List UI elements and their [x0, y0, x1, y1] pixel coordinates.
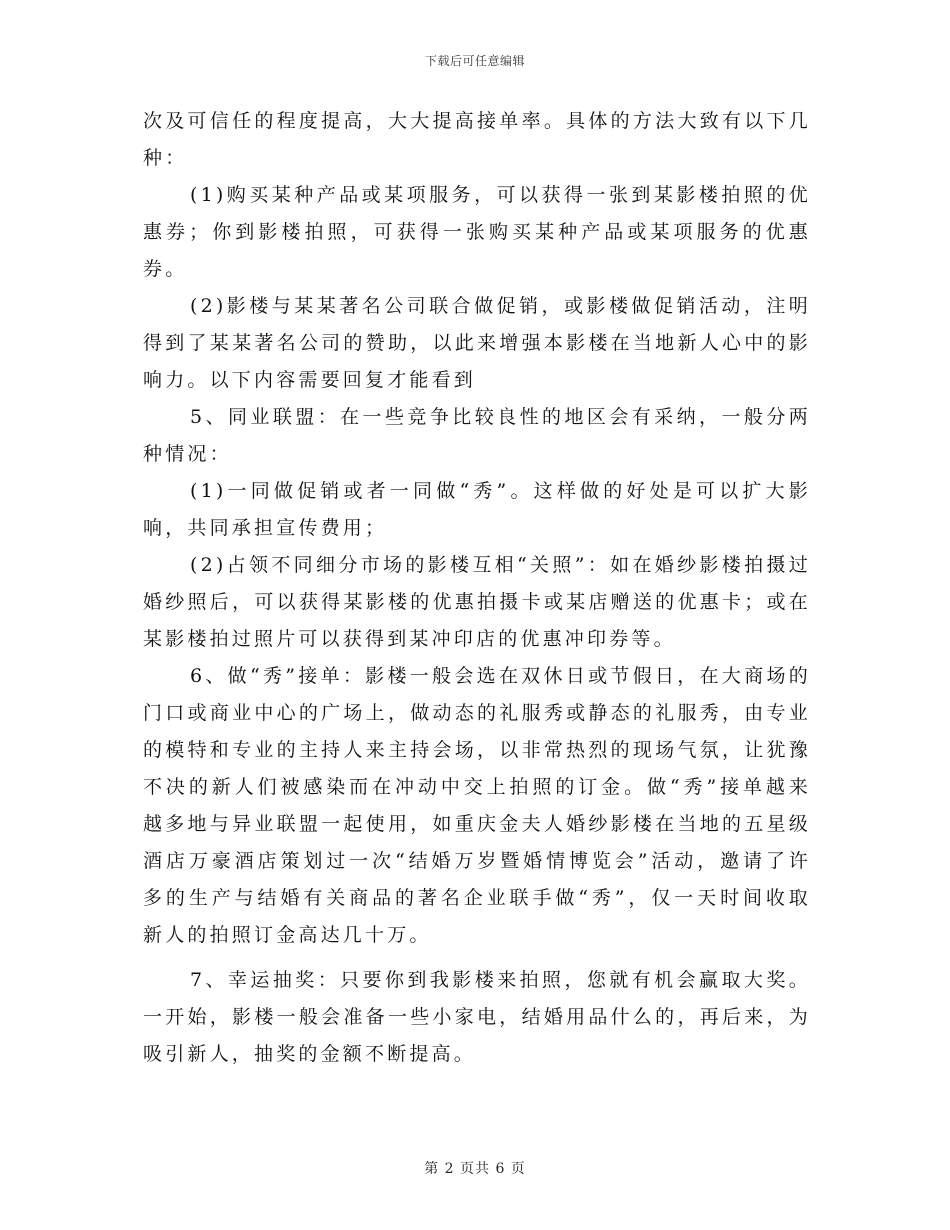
paragraph-item-2-market-segments: (2)占领不同细分市场的影楼互相“关照”：如在婚纱影楼拍摄过婚纱照后，可以获得某影楼的优惠拍摄卡或某店赠送的优惠卡；或在某影楼拍过照片可以获得到某冲印店的优惠冲印券等。: [143, 554, 811, 650]
page-header: 下载后可任意编辑: [424, 54, 525, 68]
paragraph-item-1-coupon: (1)购买某种产品或某项服务，可以获得一张到某影楼拍照的优惠券；你到影楼拍照，可获得一张购买某种产品或某项服务的优惠券。: [143, 184, 811, 280]
page-number: 第 2 页共 6 页: [424, 1161, 526, 1177]
paragraph-section-5-alliance: 5、同业联盟：在一些竞争比较良性的地区会有采纳，一般分两种情况：: [143, 406, 811, 465]
paragraph-continuation: 次及可信任的程度提高，大大提高接单率。具体的方法大致有以下几种：: [143, 110, 811, 169]
paragraph-section-7-lottery: 7、幸运抽奖：只要你到我影楼来拍照，您就有机会赢取大奖。一开始，影楼一般会准备一些小家电，结婚用品什么的，再后来，为吸引新人，抽奖的金额不断提高。: [143, 969, 811, 1065]
paragraph-item-2-sponsor: (2)影楼与某某著名公司联合做促销，或影楼做促销活动，注明得到了某某著名公司的赞助，以此来增强本影楼在当地新人心中的影响力。以下内容需要回复才能看到: [143, 295, 811, 391]
paragraph-item-1-joint-promo: (1)一同做促销或者一同做“秀”。这样做的好处是可以扩大影响，共同承担宣传费用；: [143, 480, 811, 539]
document-body: [143, 103, 811, 1073]
paragraph-section-6-show: 6、做“秀”接单：影楼一般会选在双休日或节假日，在大商场的门口或商业中心的广场上，做动态的礼服秀或静态的礼服秀，由专业的模特和专业的主持人来主持会场，以非常热烈的现场气氛，让犹豫不决的新人们被感染而在冲动中交上拍照的订金。做“秀”接单越来越多地与异业联盟一起使用，如重庆金夫人婚纱影楼在当地的五星级酒店万豪酒店策划过一次“结婚万岁暨婚情博览会”活动，邀请了许多的生产与结婚有关商品的著名企业联手做“秀”，仅一天时间收取新人的拍照订金高达几十万。: [143, 665, 811, 946]
